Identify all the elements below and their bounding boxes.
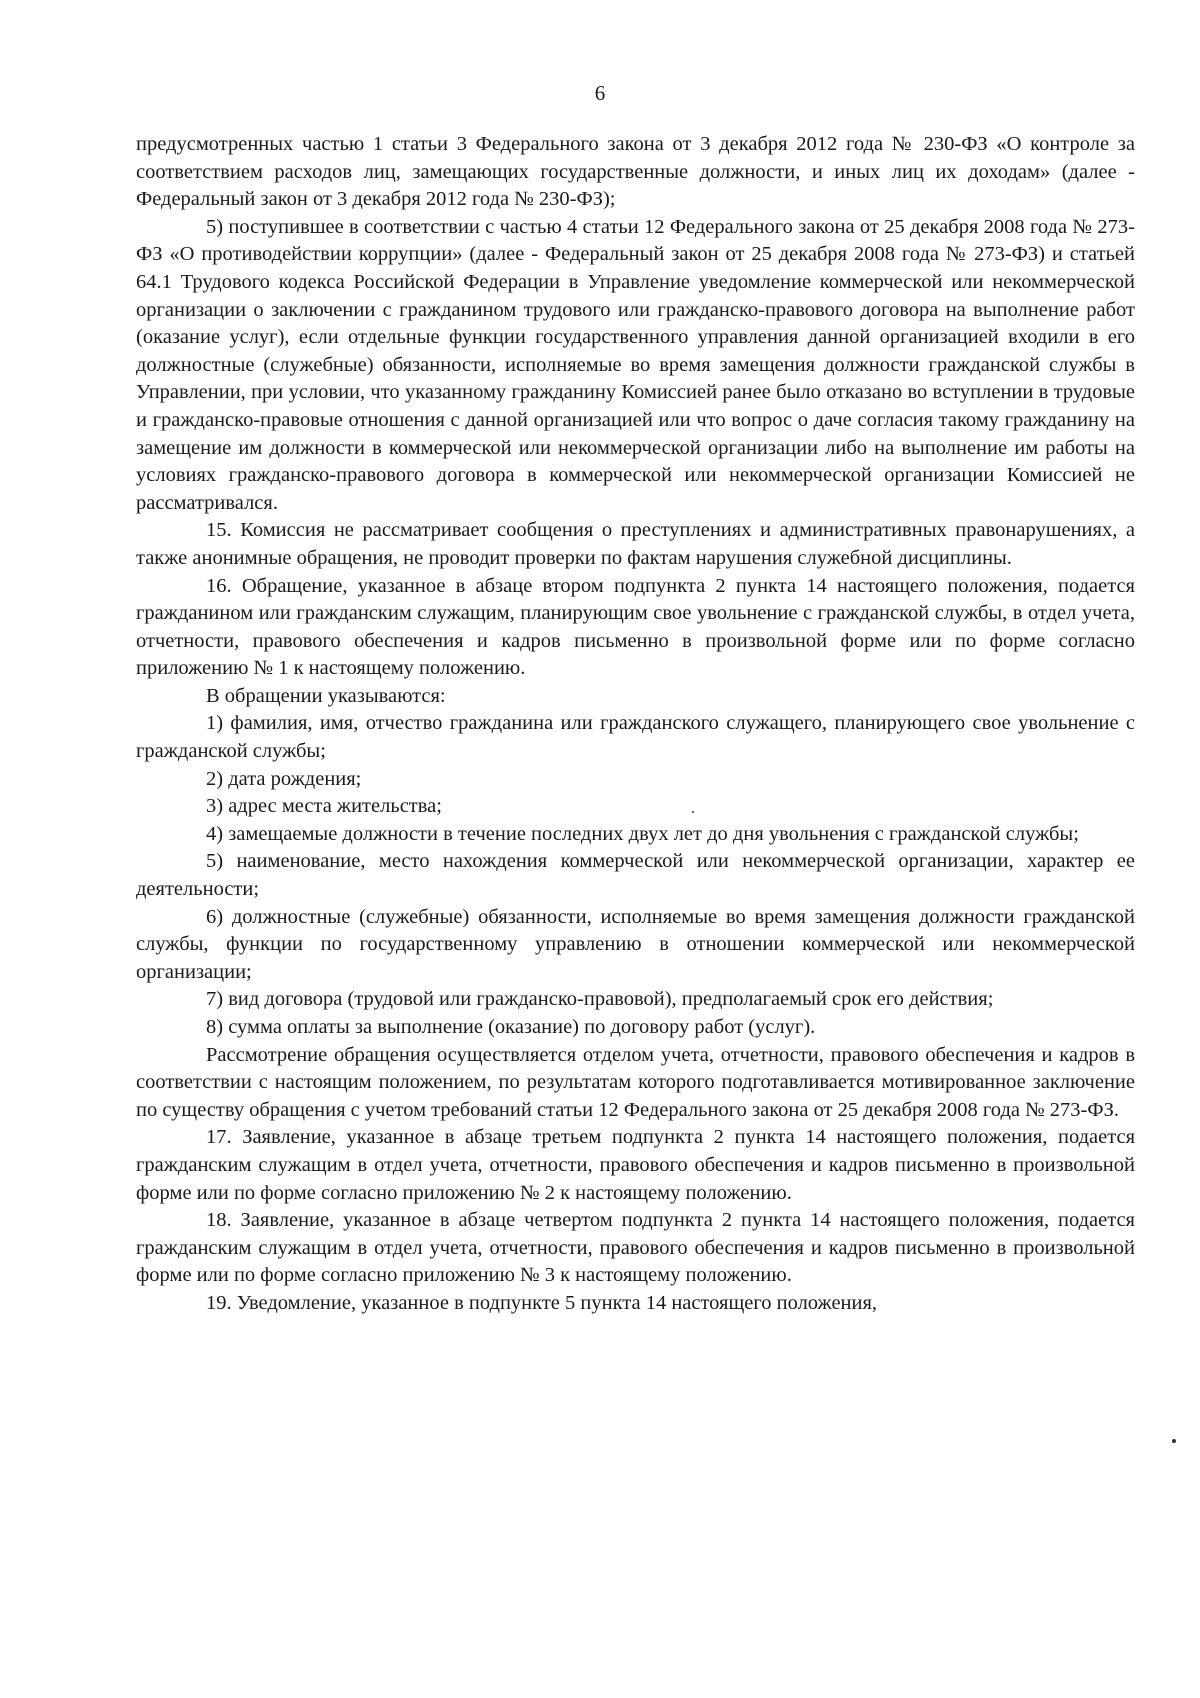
paragraph-appeal-contents: В обращении указываются: bbox=[206, 684, 446, 707]
paragraph-18: 18. Заявление, указанное в абзаце четвертом подпункта 2 пункта 14 настоящего положения, подается гражданским служащим в отдел учета, отчетности, правового обеспечения и кадров письменно в произвольной форме или по форме согласно приложению № 3 к настоящему положению. bbox=[136, 1209, 1135, 1287]
paragraph-17: 17. Заявление, указанное в абзаце третьем подпункта 2 пункта 14 настоящего положения, подается гражданским служащим в отдел учета, отчетности, правового обеспечения и кадров письменно в произвольной форме или по форме согласно приложению № 2 к настоящему положению. bbox=[136, 1126, 1135, 1204]
list-item-3: 3) адрес места жительства; bbox=[206, 795, 442, 818]
paragraph-15: 15. Комиссия не рассматривает сообщения о преступлениях и административных правонарушениях, а также анонимные обращения, не проводит проверки по фактам нарушения служебной дисциплины. bbox=[136, 519, 1135, 569]
paragraph-19: 19. Уведомление, указанное в подпункте 5 пункта 14 настоящего положения, bbox=[206, 1291, 878, 1314]
paragraph-continuation: предусмотренных частью 1 статьи 3 Федерального закона от 3 декабря 2012 года № 230-ФЗ «О контроле за соответствием расходов лиц, замещающих государственные должности, и иных лиц их доходам» (далее - Федеральный закон от 3 декабря 2012 года № 230-ФЗ); bbox=[136, 133, 1135, 211]
paragraph-subitem-5: 5) поступившее в соответствии с частью 4 статьи 12 Федерального закона от 25 декабря 2008 года № 273-ФЗ «О противодействии коррупции» (далее - Федеральный закон от 25 декабря 2008 года № 273-ФЗ) и статьей 64.1 Трудового кодекса Российской Федерации в Управление уведомление коммерческой или некоммерческой организации о заключении с гражданином трудового или гражданско-правового договора на выполнение работ (оказание услуг), если отдельные функции государственного управления данной организацией входили в его должностные (служебные) обязанности, исполняемые во время замещения должности гражданской службы в Управлении, при условии, что указанному гражданину Комиссией ранее было отказано во вступлении в трудовые и гражданско-правовые отношения с данной организацией или что вопрос о даче согласия такому гражданину на замещение им должности в коммерческой или некоммерческой организации либо на выполнение им работы на условиях гражданско-правового договора в коммерческой или некоммерческой организации Комиссией не рассматривался. bbox=[136, 215, 1135, 514]
list-item-8: 8) сумма оплаты за выполнение (оказание) по договору работ (услуг). bbox=[206, 1016, 816, 1038]
scan-speck bbox=[1172, 1439, 1176, 1443]
list-item-1: 1) фамилия, имя, отчество гражданина или гражданского служащего, планирующего свое увольнение с гражданской службы; bbox=[136, 712, 1135, 763]
list-item-7: 7) вид договора (трудовой или гражданско-правовой), предполагаемый срок его действия; bbox=[206, 988, 994, 1011]
list-item-2: 2) дата рождения; bbox=[206, 767, 362, 790]
list-item-4: 4) замещаемые должности в течение последних двух лет до дня увольнения с гражданской службы; bbox=[206, 822, 1079, 845]
list-item-5: 5) наименование, место нахождения коммерческой или некоммерческой организации, характер ее деятельности; bbox=[136, 850, 1135, 901]
scan-speck bbox=[692, 811, 694, 813]
paragraph-16: 16. Обращение, указанное в абзаце втором подпункта 2 пункта 14 настоящего положения, подается гражданином или гражданским служащим, планирующим свое увольнение с гражданской службы, в отдел учета, отчетности, правового обеспечения и кадров письменно в произвольной форме или по форме согласно приложению № 1 к настоящему положению. bbox=[136, 574, 1135, 680]
document-body bbox=[136, 131, 1135, 1318]
paragraph-review: Рассмотрение обращения осуществляется отделом учета, отчетности, правового обеспечения и кадров в соответствии с настоящим положением, по результатам которого подготавливается мотивированное заключение по существу обращения с учетом требований статьи 12 Федерального закона от 25 декабря 2008 года № 273-ФЗ. bbox=[136, 1043, 1135, 1121]
page-number: 6 bbox=[594, 81, 606, 105]
list-item-6: 6) должностные (служебные) обязанности, исполняемые во время замещения должности гражданской службы, функции по государственному управлению в отношении коммерческой или некоммерческой организации; bbox=[136, 905, 1135, 983]
